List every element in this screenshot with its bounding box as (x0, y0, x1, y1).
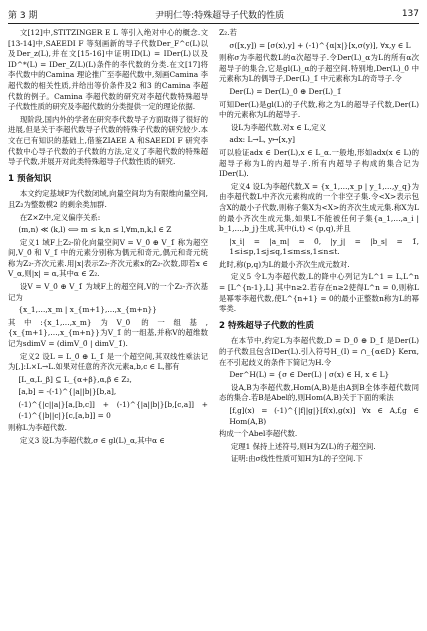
section-heading: 2 特殊超导子代数的性质 (219, 320, 314, 331)
paragraph: 本文约定基域F为代数闭域,向量空间均为有限维向量空间,且Z₂为整数模2 的剩余类加群. (8, 189, 208, 209)
right-column (219, 28, 419, 467)
paragraph: 构成一个Abel李超代数. (219, 429, 298, 439)
definition: 定义4 设L为李超代数,X = {x_1,…,x_p | y_1,…,y_q}为由李超代数L中齐次元素构成的一个非空子集.令<X>表示包含X的最小子代数,则称子集X为<X>的齐次生成元集.称X为L的最小齐次生成元集,如果L不能被任何子集{a_1,…,a_i | b_1,…,b_j}生成,其中(i,t) < (p,q),并且 (219, 181, 419, 234)
definition: 定义5 令L为李超代数,L的降中心列记为L^1 = L,L^n = [L^{n-1},L] 其中n≥2.若存在n≥2使得L^n = 0,则称L是幂零李超代数,使L^{n+1} = 0的最小正整数n称为L的幂零类. (219, 272, 419, 314)
proof: 证明:由σ线性性质可知H为L的子空间.下 (230, 454, 363, 464)
math-line: |x_i| = |a_m| = 0̄, |y_j| = |b_s| = 1̄, 1≤i≤p,1≤j≤q,1≤m≤s,1≤n≤t. (229, 236, 419, 257)
math-line: adx: L→L, y↦[x,y] (229, 135, 296, 145)
page-number: 137 (401, 9, 419, 19)
running-title: 尹明仁等:特殊超导子代数的性质 (155, 10, 285, 21)
paragraph: 现阶段,国内外的学者在研究李代数导子方面取得了很好的进展,但是关于李超代数导子代数的特殊子代数的研究较少.本文在已有知识的基础上,借鉴ZIAEE A 和SAEEDI F 研究李代数中心导子代数的子代数的方法,定义了李超代数的特殊超导子代数,并展开对此类特殊超导子代数性质的研究. (8, 114, 208, 167)
paragraph: 文[12]中,STITZINGER E L 等引入绝对中心的概念.文[13-14]中,SAEEDI F 等刻画新的导子代数Der_F^c(L)以及Der_z(L),并在文[15-16]中证明ID(L) = IDer(L)以及ID^*(L) = IDer_Z(L)(L)条件的李代数的分类.在文[17]将李代数中的Camina 理论推广至李超代数中,刻画Camina 李超代数的相关性质,并给出等价条件及2 和3 的Camina 李超代数的例子。Camina 李超代数的研究对李超代数特殊超导子代数性质的研究及李超代数的分类提供一定的理论依据. (8, 28, 208, 112)
math-line: [a,b] = -(-1)^{|a||b|}[b,a], (18, 387, 117, 397)
paragraph: 则称σ为李超代数L的α次超导子.令Der(L)_α为L的所有α次超导子的集合,它是gl(L)_α的子超空间.特别地,Der(L)_0̄ 中元素称为L的偶导子,Der(L)_1̄ 中元素称为L的奇导子.令 (219, 53, 419, 84)
paragraph: 其中:{x_1,…,x_m}为V_0̄ 的一组基,{x_{m+1},…,x_{m+n}}为V_1̄ 的一组基,并称V的超维数记为sdimV = (dimV_0̄ | dimV_1̄). (8, 317, 208, 349)
definition: 定义1 域F上Z₂-阶化向量空间V = V_0̄ ⊕ V_1̄ 称为超空间,V_0̄ 和 V_1̄ 中的元素分别称为偶元和奇元,偶元和奇元统称为Z₂-齐次元素.用|x|表示Z₂-齐次元素x的Z₂-次数,即若x ∈ V_α,则|x| = α,其中α ∈ Z₂. (8, 237, 208, 279)
page-header (8, 6, 419, 22)
math-line: [L_α,L_β] ⊆ L_{α+β},α,β ∈ Z₂, (18, 374, 132, 384)
math-line: {x_1,…,x_m | x_{m+1},…,x_{m+n}} (18, 305, 157, 315)
paragraph: 可知Der(L)是gl(L)的子代数,称之为L的超导子代数,Der(L)中的元素称为L的超导子. (219, 99, 419, 120)
paragraph: 设A,B为李超代数,Hom(A,B)是由A到B全体李超代数同态的集合.若B是Abel的,则Hom(A,B)关于下面的乘法 (219, 382, 419, 403)
definition: 定义3 设L为李超代数,σ ∈ gl(L)_α,其中α ∈ (19, 435, 165, 445)
math-line: σ([x,y]) = [σ(x),y] + (-1)^{α|x|}[x,σ(y)], ∀x,y ∈ L (229, 40, 411, 50)
paragraph: 设L为李超代数.对x ∈ L,定义 (230, 122, 327, 132)
issue-label: 第 3 期 (8, 10, 38, 21)
theorem: 定理1 保持上述符号,则H为Z(L)的子超空间. (230, 441, 376, 451)
definition: 定义2 设L = L_0̄ ⊕ L_1̄ 是一个超空间,其双线性乘法记为[,]:L×L→L.如果对任意的齐次元素a,b,c ∈ L,都有 (8, 351, 208, 372)
math-line: Der(L) = Der(L)_0̄ ⊕ Der(L)_1̄ (229, 86, 342, 96)
paragraph: 此时,称(p,q)为L的最小齐次生成元数对. (219, 259, 350, 269)
paragraph: Z₂.若 (219, 28, 237, 37)
math-line: (-1)^{|c||a|}[a,[b,c]] + (-1)^{|a||b|}[b,[c,a]] + (-1)^{|b||c|}[c,[a,b]] = 0 (18, 400, 208, 420)
paragraph: 在本节中,约定L为李超代数,D = D_0̄ ⊕ D_1̄ 是Der(L)的子代数且包含IDer(L).引入符号H_(I) = ∩_{α∈D} Kerα,在不引起歧义的条件下简记为H.令 (219, 336, 419, 367)
paragraph: 可以验证adx ∈ Der(L),x ∈ L_α.一般地,形如adx(x ∈ L)的超导子称为L的内超导子.所有内超导子构成的集合记为IDer(L). (219, 147, 419, 179)
section-heading: 1 预备知识 (8, 173, 52, 184)
header-rule (8, 23, 419, 24)
paragraph: 设V = V_0̄ ⊕ V_1̄ 为域F上的超空间,V的一个Z₂-齐次基记为 (8, 282, 208, 302)
math-line: Der^H(L) = {σ ∈ Der(L) | σ(x) ∈ H, x ∈ L} (229, 370, 390, 380)
left-column (8, 28, 208, 448)
math-line: (m,n) ≪ (k,l) ⟺ m ≤ k,n ≤ l,∀m,n,k,l ∈ Z (18, 225, 172, 235)
paragraph: 则称L为李超代数. (8, 423, 67, 433)
paragraph: 在Z×Z中,定义偏序关系: (19, 212, 101, 222)
math-line: [f,g](x) = (-1)^{|f||g|}[f(x),g(x)] ∀x ∈ A,f,g ∈ Hom(A,B) (229, 406, 419, 426)
